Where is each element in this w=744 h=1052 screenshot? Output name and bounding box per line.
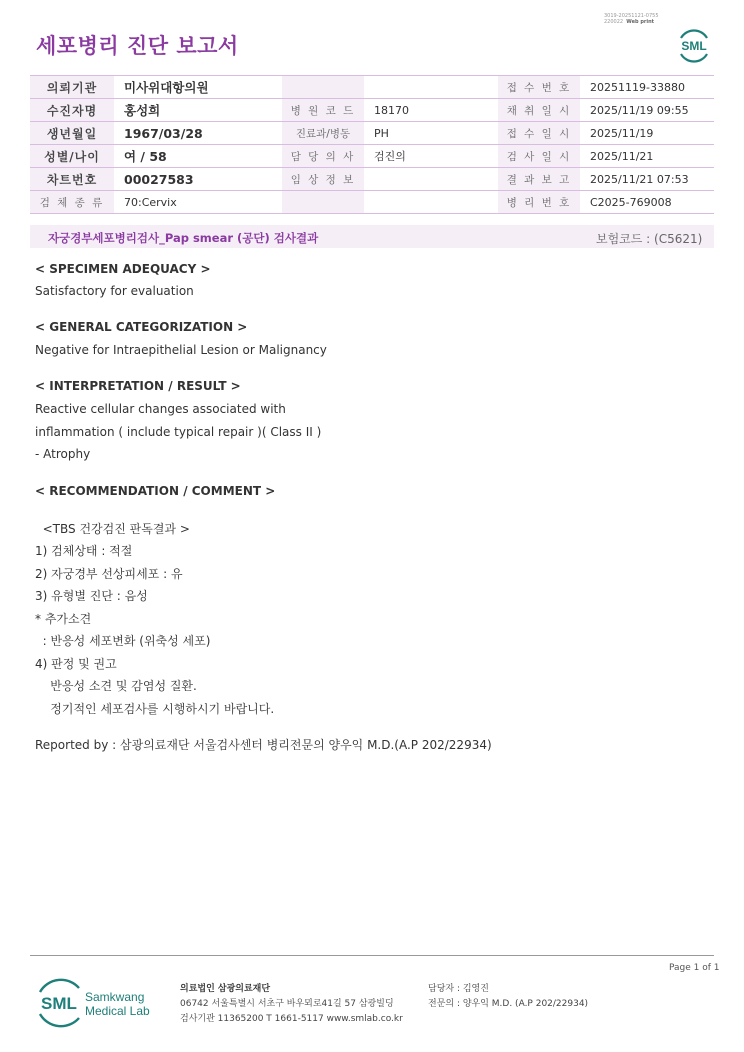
info-label: 의뢰기관: [30, 76, 114, 99]
info-value: 20251119-33880: [590, 80, 685, 94]
info-value: 여 / 58: [124, 149, 167, 164]
section-heading: < SPECIMEN ADEQUACY >: [35, 262, 211, 276]
report-line: 정기적인 세포검사를 시행하시기 바랍니다.: [35, 702, 275, 716]
footer-org: 의료법인 삼광의료재단: [180, 984, 271, 994]
info-label: [282, 76, 364, 99]
svg-text:Samkwang: Samkwang: [85, 990, 145, 1004]
info-label: 검 체 종 류: [30, 191, 114, 214]
report-line: 4) 판정 및 권고: [35, 657, 117, 671]
info-label: 성별/나이: [30, 145, 114, 168]
info-value: 2025/11/19: [590, 126, 654, 140]
info-label: 결 과 보 고: [498, 168, 580, 191]
report-line: - Atrophy: [35, 447, 91, 461]
info-label: 병 리 번 호: [498, 191, 580, 214]
footer-address: 06742 서울특별시 서초구 바우뫼로41길 57 삼광빌딩: [180, 999, 394, 1009]
logo-text: SML: [681, 39, 707, 53]
info-value: 70:Cervix: [124, 195, 177, 209]
svg-text:SML: SML: [41, 994, 77, 1013]
info-row: [30, 145, 714, 168]
section-heading: < RECOMMENDATION / COMMENT >: [35, 484, 276, 498]
report-line: inflammation ( include typical repair )( Class II ): [35, 425, 322, 439]
info-row: [30, 99, 714, 122]
info-label: 수진자명: [30, 99, 114, 122]
report-line: 반응성 소견 및 감염성 질환.: [35, 679, 197, 693]
web-print-label: Web print: [626, 19, 655, 25]
section-heading: < INTERPRETATION / RESULT >: [35, 379, 241, 393]
report-line: Reactive cellular changes associated with: [35, 402, 286, 416]
info-value: 00027583: [124, 171, 194, 187]
info-label: 병 원 코 드: [282, 99, 364, 122]
report-line: * 추가소견: [35, 612, 92, 626]
info-value: 미사위대항의원: [124, 80, 209, 95]
report-line: 1) 검체상태 : 적절: [35, 544, 133, 558]
info-label: 채 취 일 시: [498, 99, 580, 122]
info-row: [30, 168, 714, 191]
print-meta: [604, 13, 659, 25]
footer-manager: 담당자 : 김영진: [428, 984, 489, 994]
info-label: 검 사 일 시: [498, 145, 580, 168]
info-value: 18170: [374, 103, 409, 117]
info-value: 2025/11/19 09:55: [590, 103, 689, 117]
info-label: 담 당 의 사: [282, 145, 364, 168]
meta-line1: 3019-20251121-0755: [604, 13, 659, 19]
info-label: 접 수 번 호: [498, 76, 580, 99]
info-value: C2025-769008: [590, 195, 672, 209]
patient-info-table: [30, 75, 714, 214]
info-label: 접 수 일 시: [498, 122, 580, 145]
info-label: 진료과/병동: [282, 122, 364, 145]
info-value: [364, 191, 498, 214]
info-value: [364, 168, 498, 191]
insurance-code: 보험코드 : (C5621): [596, 232, 703, 246]
info-value: PH: [374, 126, 389, 140]
footer-divider: [30, 955, 714, 956]
info-value: [364, 76, 498, 99]
info-value: 검진의: [374, 150, 406, 163]
samkwang-logo-icon: [37, 978, 167, 1028]
info-value: 1967/03/28: [124, 125, 203, 141]
section-heading: < GENERAL CATEGORIZATION >: [35, 320, 248, 334]
report-line: 3) 유형별 진단 : 음성: [35, 589, 148, 603]
info-label: 차트번호: [30, 168, 114, 191]
info-row: [30, 76, 714, 99]
report-line: Reported by : 삼광의료재단 서울검사센터 병리전문의 양우익 M.D.(A.P 202/22934): [35, 738, 492, 752]
info-label: 생년월일: [30, 122, 114, 145]
report-line: Satisfactory for evaluation: [35, 284, 194, 298]
info-value: 홍성희: [124, 103, 161, 118]
info-row: [30, 122, 714, 145]
report-line: 2) 자궁경부 선상피세포 : 유: [35, 567, 183, 581]
info-row: [30, 191, 714, 214]
report-line: : 반응성 세포변화 (위축성 세포): [35, 634, 211, 648]
meta-line2: 220022 Web print: [604, 19, 655, 25]
result-section-title: 자궁경부세포병리검사_Pap smear (공단) 검사결과: [48, 231, 319, 245]
footer-specialist: 전문의 : 양우익 M.D. (A.P 202/22934): [428, 999, 589, 1009]
info-label: 임 상 정 보: [282, 168, 364, 191]
report-title: 세포병리 진단 보고서: [36, 34, 239, 58]
page-number: Page 1 of 1: [669, 963, 720, 973]
svg-text:Medical Lab: Medical Lab: [85, 1004, 150, 1018]
info-value: 2025/11/21 07:53: [590, 172, 689, 186]
report-line: Negative for Intraepithelial Lesion or Malignancy: [35, 343, 327, 357]
info-label: [282, 191, 364, 214]
report-line: <TBS 건강검진 판독결과 >: [35, 522, 190, 536]
sml-logo-icon: [675, 26, 713, 64]
info-value: 2025/11/21: [590, 149, 654, 163]
footer-contact: 검사기관 11365200 T 1661-5117 www.smlab.co.kr: [180, 1014, 403, 1024]
